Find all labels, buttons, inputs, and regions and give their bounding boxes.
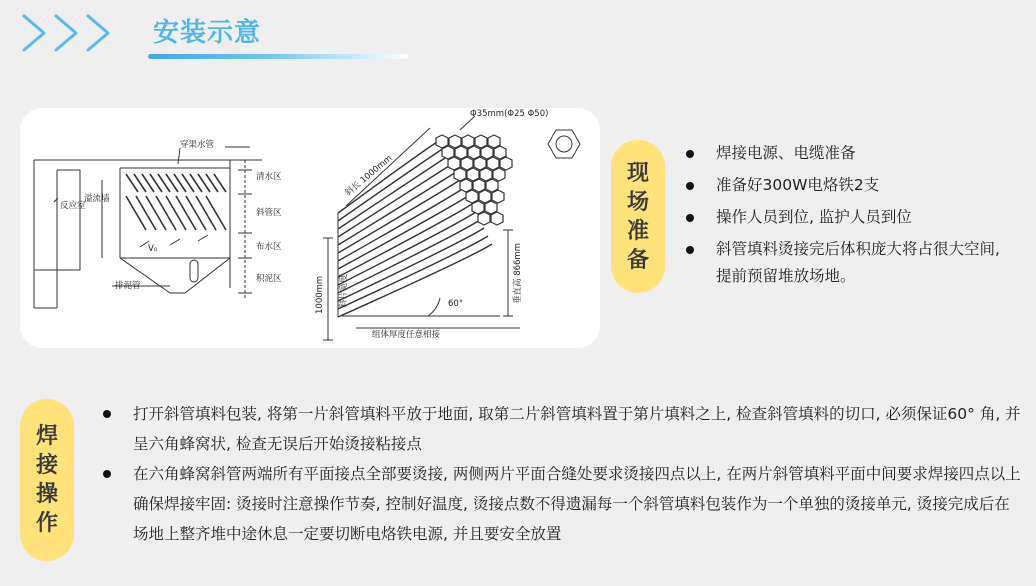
- preparation-title-char: 准: [626, 218, 649, 244]
- title-underline: [148, 54, 408, 59]
- chevron-arrows-icon: [20, 10, 120, 56]
- tube-zone-label: 斜管区: [256, 208, 282, 218]
- welding-title: [20, 399, 74, 561]
- water-zone-label: 布水区: [256, 242, 282, 252]
- bullet-dot-icon: [686, 150, 694, 158]
- preparation-title-char: 现: [626, 160, 649, 186]
- slant-length-label: 斜长 1000mm: [343, 153, 395, 199]
- diagram-svg: [20, 108, 600, 348]
- preparation-title: [611, 140, 665, 293]
- list-item: 斜管填料烫接完后体积庞大将占很大空间, 提前预留堆放场地。: [686, 236, 1016, 290]
- weir-label: 溢流墙: [84, 194, 110, 204]
- bullet-dot-icon: [686, 246, 694, 254]
- list-item: 在六角蜂窝斜管两端所有平面接点全部要烫接, 两侧两片平面合缝处要求烫接四点以上, 在两片斜管填料平面中间要求焊接四点以上确保焊接牢固: 烫接时注意操作节奏, 控制好温度, 烫接点数不得遗漏每一个斜管填料包装作为一个单独的烫接单元, 烫接完成后在场地上整齐堆中途休息一定要切断电烙铁电源, 并且要安全放置: [103, 459, 1023, 549]
- bullet-dot-icon: [103, 470, 111, 478]
- bullet-dot-icon: [686, 182, 694, 190]
- assembly-label: 组体厚度任意相接: [372, 330, 441, 340]
- angle-label: 60°: [448, 299, 464, 309]
- reactor-label: 反应室: [60, 201, 86, 211]
- list-item: 准备好300W电烙铁2支: [686, 172, 1016, 199]
- sludge-zone-label: 积泥区: [256, 274, 282, 284]
- welding-list: [103, 399, 1023, 549]
- velocity-label: V₀: [148, 244, 158, 254]
- pipe-label: 穿渠水管: [180, 140, 215, 150]
- welding-title-char: 接: [35, 453, 58, 478]
- height-1000-label: 1000mm: [315, 275, 325, 314]
- welding-title-char: 焊: [35, 424, 58, 449]
- welding-title-char: 操: [35, 482, 58, 507]
- bullet-dot-icon: [686, 214, 694, 222]
- bullet-dot-icon: [103, 410, 111, 418]
- clear-zone-label: 清水区: [256, 172, 282, 182]
- preparation-title-char: 备: [626, 247, 649, 273]
- list-item: 操作人员到位, 监护人员到位: [686, 204, 1016, 231]
- preparation-list: [686, 140, 1016, 295]
- slice-width-label: 斜片宽度: [339, 273, 349, 308]
- list-item: 焊接电源、电缆准备: [686, 140, 1016, 167]
- page-title: 安装示意: [153, 18, 262, 48]
- list-item: 打开斜管填料包装, 将第一片斜管填料平放于地面, 取第二片斜管填料置于第片填料之上, 检查斜管填料的切口, 必须保证60° 角, 并呈六角蜂窝状, 检查无误后开始烫接粘接点: [103, 399, 1023, 459]
- welding-title-char: 作: [35, 511, 58, 536]
- preparation-title-char: 场: [626, 189, 649, 215]
- drain-label: 排泥管: [115, 281, 141, 291]
- installation-diagram: [20, 108, 600, 348]
- diameter-label: Φ35mm(Φ25 Φ50): [470, 109, 549, 119]
- vertical-height-label: 垂直高 866mm: [513, 243, 523, 304]
